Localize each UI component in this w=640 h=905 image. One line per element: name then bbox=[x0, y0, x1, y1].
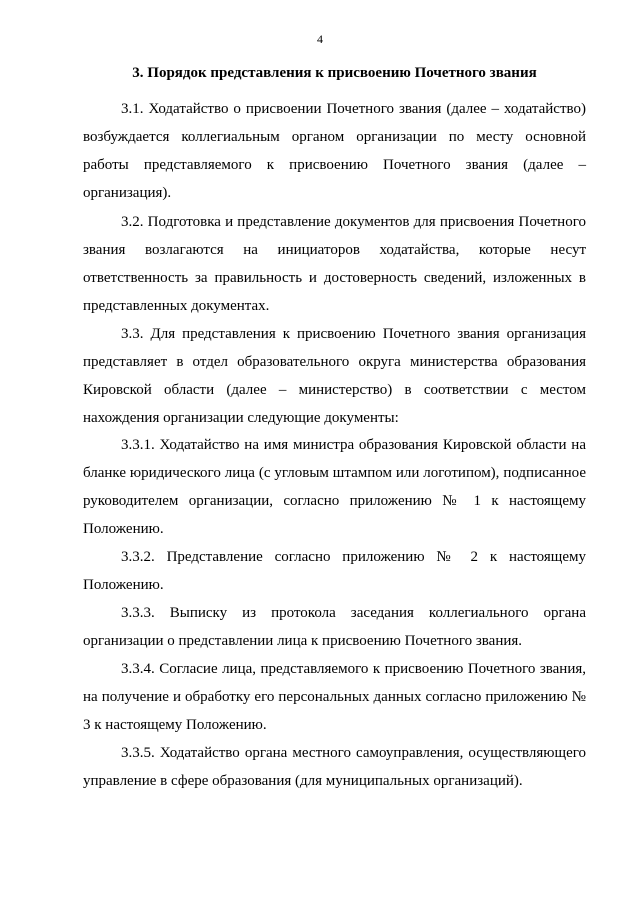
paragraph-3-3-4: 3.3.4. Согласие лица, представляемого к присвоению Почетного звания, на получение и обработку его персональных данных согласно приложению № 3 к настоящему Положению. bbox=[83, 661, 586, 733]
paragraph-3-2: 3.2. Подготовка и представление документов для присвоения Почетного звания возлагаются на инициаторов ходатайства, которые несут ответственность за правильность и достоверность сведений, изложенных в представленных документах. bbox=[83, 214, 586, 314]
paragraph-3-3-5: 3.3.5. Ходатайство органа местного самоуправления, осуществляющего управление в сфере образования (для муниципальных организаций). bbox=[83, 745, 586, 789]
paragraph-3-3: 3.3. Для представления к присвоению Почетного звания организация представляет в отдел образовательного округа министерства образования Кировской области (далее – министерство) в соответствии с местом нахождения организации следующие документы: bbox=[83, 326, 586, 426]
paragraph-3-3-2: 3.3.2. Представление согласно приложению № 2 к настоящему Положению. bbox=[83, 549, 586, 593]
paragraph-3-3-1: 3.3.1. Ходатайство на имя министра образования Кировской области на бланке юридического лица (с угловым штампом или логотипом), подписанное руководителем организации, согласно приложению № 1 к настоящему Положению. bbox=[83, 437, 586, 537]
page-number: 4 bbox=[317, 32, 323, 46]
paragraph-3-3-3: 3.3.3. Выписку из протокола заседания коллегиального органа организации о представлении лица к присвоению Почетного звания. bbox=[83, 605, 586, 649]
section-title: 3. Порядок представления к присвоению Почетного звания bbox=[132, 65, 537, 81]
paragraph-3-1: 3.1. Ходатайство о присвоении Почетного звания (далее – ходатайство) возбуждается коллегиальным органом организации по месту основной работы представляемого к присвоению Почетного звания (далее – организация). bbox=[83, 101, 586, 201]
